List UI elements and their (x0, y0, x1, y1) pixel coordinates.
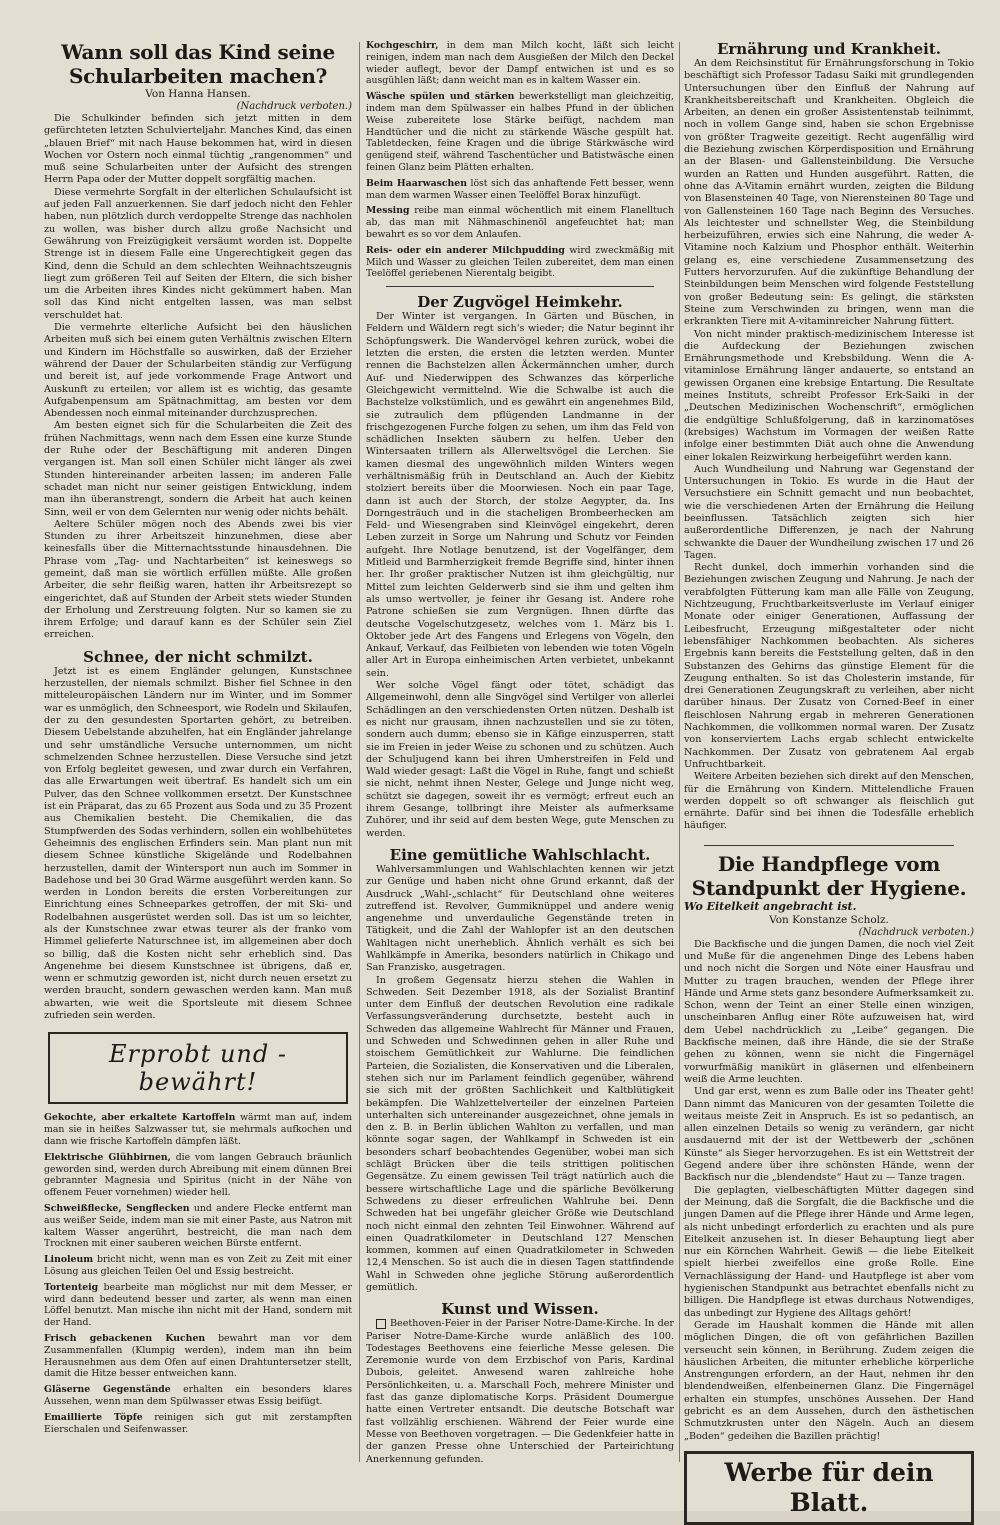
article-paragraph: Die Backfische und die jungen Damen, die noch viel Zeit und Muße für die angenehmen Dinge des Lebens haben und noch nicht die Sorgen und Nöte einer Hausfrau und Mutter zu tragen brauchen, wenden der Pflege ihrer Hände und Arme stets ganz besondere Aufmerksamkeit zu. Schon, wenn der Teint an einer Stelle einen winzigen, unscheinbaren Anflug einer Röte aufzuweisen hat, wird dem Uebel nachdrücklich zu „Leibe“ gegangen. Die Backfische meinen, daß ihre Hände, die sie der Straße gehen zu können, wenn sie nicht die Fingernägel vorwurfmäßig manikürt in gläsernen und elfenbeinern weiß die Arme leuchten. (684, 938, 974, 1085)
tips-header-title: Erprobt und - bewährt! (109, 1040, 287, 1097)
article-title-election: Eine gemütliche Wahlschlacht. (389, 845, 651, 864)
tip-item: Reis- oder ein anderer Milchpudding wird zweckmäßig mit Milch und Wasser zu gleichen Teilen zubereitet, dem man einen Teelöffel geriebenen Nierentalg beigibt. (366, 244, 674, 280)
article-paragraph: Weitere Arbeiten beziehen sich direkt auf den Menschen, für die Ernährung von Kindern. Mittelendliche Frauen werden doppelt so oft schwanger als fleischlich gut ernährte. Dafür sind bei ihnen die Todesfälle erheblich häufiger. (684, 771, 974, 832)
article-title-handcare: Die Handpflege vom Standpunkt der Hygiene. (691, 851, 967, 900)
article-paragraph: Gerade im Haushalt kommen die Hände mit allen möglichen Dingen, die oft von gefährlichen Bazillen verseucht sein können, in Berührung. Zudem zeigen die häuslichen Arbeiten, die mitunter erhebliche körperliche Anstrengungen erfordern, an der Haut, nehmen ihr den blendendweißen, elfenbeinernen Glanz. Die Fingernägel erhalten ein stumpfes, unschönes Aussehen. Der Hand gebricht es an dem Aussehen, durch den ästhetischen Schmutzkrusten unter den Nägeln. Auch an diesem „Boden“ gedeihen die Bazillen prächtig! (684, 1319, 974, 1442)
column-rule (679, 42, 680, 1462)
article-subtitle: Wo Eitelkeit angebracht ist. (684, 899, 857, 913)
advertisement-banner: Werbe für dein Blatt. (684, 1451, 974, 1525)
tips-list-continued (366, 40, 674, 280)
tip-item: Elektrische Glühbirnen, die vom langen Gebrauch bräunlich geworden sind, werden durch Abreibung mit einem dünnen Brei gebrannter Magnesia und Spiritus (nicht in der Nähe von offenem Feuer vornehmen) wieder hell. (44, 1151, 352, 1199)
article-title-snow: Schnee, der nicht schmilzt. (83, 647, 313, 666)
article-byline: Von Hanna Hansen. (145, 88, 251, 100)
column-rule (359, 42, 360, 1462)
article-paragraph: Aeltere Schüler mögen noch des Abends zwei bis vier Stunden zu ihrer Arbeitszeit hinzunehmen, diese aber keinesfalls über die Mitternachtsstunde hinausdehnen. Die Phrase vom „Tag- und Nachtarbeiten“ ist keineswegs so gemeint, daß man sie wörtlich erfüllen müßte. Alle großen Arbeiter, die sehr fleißig waren, hatten ihr Arbeitsrezept so eingerichtet, daß auf Stunden der Arbeit stets wieder Stunden der Erholung und Zerstreuung folgten. Nur so kamen sie zu ihrem Erfolge; und darauf kann es der Schüler sein Ziel erreichen. (44, 518, 352, 641)
tip-item: Wäsche spülen und stärken bewerkstelligt man gleichzeitig, indem man dem Spülwasser ein halbes Pfund in der üblichen Weise zubereitete lose Stärke beifügt, nachdem man Handtücher und die nicht zu stärkende Wäsche gespült hat. Tabletdecken, feine Kragen und die übrige Stärkwäsche wird genügend steif, während Taschentücher und Batistwäsche einen feinen Glanz beim Plätten erhalten. (366, 91, 674, 173)
article-paragraph: Und gar erst, wenn es zum Balle oder ins Theater geht! Dann nimmt das Manicuren von der gesamten Toilette die weitaus meiste Zeit in Anspruch. Es ist so pedantisch, an allen einzelnen Details so wenig zu verändern, gar nicht ausdauernd mit der ist der Wettbewerb der „schönen Künste“ als Sieger hervorzugehen. Es ist ein Wettstreit der Gegend andere über ihre schönsten Hände, wenn der Backfisch nur die „blendendste“ Haut zu — Tanze tragen. (684, 1086, 974, 1184)
article-title-birds: Der Zugvögel Heimkehr. (417, 293, 623, 312)
article-paragraph: Der Winter ist vergangen. In Gärten und Büschen, in Feldern und Wäldern regt sich's wieder; die Natur beginnt ihr Schöpfungswerk. Die Wandervögel kehren zurück, wobei die letzten die ersten, die ersten die letzten werden. Munter rennen die Bachstelzen allen Äckermännchen umher, durch Auf- und Niederwippen des Schwanzes das körperliche Gleichgewicht vermittelnd. Wie die Schwalbe ist auch die Bachstelze volkstümlich, und es gewährt ein angenehmes Bild, sie zutraulich dem pflügenden Landmanne in der frischgezogenen Furche folgen zu sehen, um ihm das Feld von schädlichen Insekten säubern zu helfen. Ueber den Wintersaaten trillern als Allerweltsvögel die Lerchen. Sie kamen diesmal des ungewöhnlich milden Winters wegen verhältnismäßig früh in Deutschland an. Auch der Kiebitz stolziert bereits über die Moorwiesen. Noch ein paar Tage, dann ist auch der Storch, der stolze Aegypter, da. Ins Dorngesträuch und in die stacheligen Brombeerhecken am Feld- und Wiesengraben sind Kleinvögel eingekehrt, deren Leben zurzeit in Sorge um Nahrung und Schutz vor Feinden aufgeht. Ihre Notlage benutzend, ist der Vogelfänger, dem Mitleid und Barmherzigkeit fremde Begriffe sind, hinter ihnen her. Ihr großer praktischer Nutzen ist ihm gleichgültig, nur Mittel zum leichten Gelderwerb sind sie ihm und gelten ihm als umso wertvoller, je feiner ihr Gesang ist. Andere rohe Patrone schießen sie zum Vergnügen. Ihnen dürfte das deutsche Vogelschutzgesetz, welches vom 1. März bis 1. Oktober jede Art des Fangens und Erlegens von Vögeln, den Ankauf, Verkauf, das Feilbieten von lebenden wie toten Vögeln aller Art in Europa einheimischen Arten verbietet, unbekannt sein. (366, 311, 674, 679)
tip-item: Gläserne Gegenstände erhalten ein besonders klares Aussehen, wenn man dem Spülwasser etwas Essig beifügt. (44, 1384, 352, 1407)
tips-header-box (48, 1032, 348, 1104)
article-paragraph: In großem Gegensatz hierzu stehen die Wahlen in Schweden. Seit Dezember 1918, als der Sozialist Brantinf unter dem Einfluß der deutschen Revolution eine radikale Verfassungsveränderung durchsetzte, besteht auch in Schweden das allgemeine Wahlrecht für Männer und Frauen, und Schweden und Schwedinnen gehen in aller Ruhe und stoischem Gemütlichkeit zur Wahlurne. Die feindlichen Parteien, die Sozialisten, die Konservativen und die Liberalen, stehen sich nur im Parlament feindlich gegenüber, während sie sich mit der größten Sachlichkeit und Kaltblütigkeit bekämpfen. Die Wahlzettelverteiler der einzelnen Parteien unterhalten sich untereinander ausgezeichnet, ohne jemals in den z. B. in Berlin üblichen Wahlton zu verfallen, und man könnte sogar sagen, der Wahlkampf in Schweden ist ein besonders scharf beobachtendes Gegenüber, wobei man sich schlägt Brücken über die teils strittigen politischen Gegensätze. Zu einem gewissen Teil trägt natürlich auch die bessere wirtschaftliche Lage und die spärliche Bevölkerung Schwedens zu dieser erfreulichen Wahlruhe bei. Denn Schweden hat bei ungefähr gleicher Größe wie Deutschland noch nicht einmal den zehnten Teil Einwohner. Während auf einen Quadratkilometer in Deutschland 127 Menschen kommen, kommen auf einen Quadratkilometer in Schweden 12,4 Menschen. So ist auch die in diesen Tagen stattfindende Wahl in Schweden ohne jegliche Störung außerordentlich gemütlich. (366, 974, 674, 1293)
article-paragraph: Die geplagten, vielbeschäftigten Mütter dagegen sind der Meinung, daß die Sorgfalt, die die Backfische und die jungen Damen auf die Pflege ihrer Hände und Arme legen, als nicht unbedingt erforderlich zu erachten und als pure Eitelkeit anzusehen ist. In dieser Behauptung liegt aber nur ein Körnchen Wahrheit. Gewiß — die liebe Eitelkeit spielt hierbei zweifellos eine große Rolle. Eine Vernachlässigung der Hand- und Hautpflege ist aber vom hygienischen Standpunkt aus betrachtet ebenfalls nicht zu billigen. Die Handpflege ist etwas durchaus Notwendiges, das unbedingt zur Hygiene des Alltags gehört! (684, 1184, 974, 1319)
article-paragraph: Beethoven-Feier in der Pariser Notre-Dame-Kirche. In der Pariser Notre-Dame-Kirche wurde anläßlich des 100. Todestages Beethovens eine feierliche Messe gelesen. Die Zeremonie wurde von dem Erzbischof von Paris, Kardinal Dubois, geleitet. Anwesend waren zahlreiche hohe Persönlichkeiten, u. a. Marschall Foch, mehrere Minister und fast das ganze diplomatische Korps. Präsident Doumergue hatte einen Vertreter entsandt. Die deutsche Botschaft war fast vollzählig erschienen. Während der Feier wurde eine Messe von Beethoven vorgetragen. — Die Gedenkfeier hatte in der ganzen Presse ohne Unterschied der Parteirichtung Anerkennung gefunden. (366, 1318, 674, 1465)
tip-item: Emaillierte Töpfe reinigen sich gut mit zerstampften Eierschalen und Seifenwasser. (44, 1411, 352, 1435)
tip-item: Tortenteig bearbeite man möglichst nur mit dem Messer, er wird dann bedeutend besser und zarter, als wenn man einen Löffel benutzt. Man mische ihn nicht mit der Hand, sondern mit der Hand. (44, 1281, 352, 1329)
reprint-note: (Nachdruck verboten.) (236, 101, 352, 112)
article-paragraph: Wer solche Vögel fängt oder tötet, schädigt das Allgemeinwohl, denn alle Singvögel sind Vertilger von allerlei Schädlingen an den verschiedensten Orten nützen. Deshalb ist es nicht nur grausam, ihnen nachzustellen und sie zu töten, sondern auch dumm; ebenso sie in Käfige einzusperren, statt sie im Freien in jeder Weise zu schonen und zu schützen. Auch der Schuljugend kann bei ihren Umherstreifen in Feld und Wald wieder gesagt: Laßt die Vögel in Ruhe, fangt und schießt sie nicht, nehmt ihnen Nester, Gelege und Junge nicht weg, schützt sie dagegen, soweit ihr es vermögt; erfreut euch an ihrem Gesange, tollbringt ihre Meister als aufmerksame Zuhörer, und ihr seid auf dem besten Wege, gute Menschen zu werden. (366, 680, 674, 839)
tip-item: Kochgeschirr, in dem man Milch kocht, läßt sich leicht reinigen, indem man nach dem Ausgießen der Milch den Deckel wieder auflegt, bevor der Dampf entwichen ist und es so ausgühlen läßt; dann weicht man es in kaltem Wasser ein. (366, 40, 674, 87)
tip-item: Gekochte, aber erkaltete Kartoffeln wärmt man auf, indem man sie in heißes Salzwasser tut, sie mehrmals aufkochen und dann wie frische Kartoffeln dämpfen läßt. (44, 1112, 352, 1147)
reprint-note: (Nachdruck verboten.) (858, 926, 974, 938)
article-paragraph: Auch Wundheilung und Nahrung war Gegenstand der Untersuchungen in Tokio. Es wurde in die Haut der Versuchstiere ein Schnitt gemacht und nun beobachtet, wie die verschiedenen Arten der Ernährung die Heilung beeinflussen. Tatsächlich zeigten sich hier außerordentliche Differenzen, je nach der Nahrung schwankte die Dauer der Wundheilung zwischen 17 und 26 Tagen. (684, 463, 974, 561)
column-right (684, 40, 974, 1517)
article-paragraph: Jetzt ist es einem Engländer gelungen, Kunstschnee herzustellen, der niemals schmilzt. Bisher fiel Schnee in den mitteleuropäischen Ländern nur im Winter, und im Sommer war es unmöglich, den Schneesport, wie Rodeln und Skilaufen, der zu den gesundesten Sportarten gehört, zu betreiben. Diesem Uebelstande abzuhelfen, hat ein Engländer jahrelange und sehr umständliche Versuche unternommen, um nicht schmelzenden Schnee herzustellen. Diese Versuche sind jetzt von Erfolg begleitet gewesen, und zwar durch ein Verfahren, das alle Erwartungen weit übertraf. Es handelt sich um ein Pulver, das den Schnee vollkommen ersetzt. Der Kunstschnee ist ein Präparat, das zu 65 Prozent aus Soda und zu 35 Prozent aus Chemikalien besteht. Die Chemikalien, die das Stumpfwerden des Sodas verhindern, sollen ein wohlbehütetes Geheimnis des englischen Erfinders sein. Man plant nun mit diesem Schnee künstliche Skigelände und Rodelbahnen herzustellen, damit der Wintersport nun auch im Sommer in Badehose und bei 30 Grad Wärme ausgeführt werden kann. So werden in London bereits die ersten Vorbereitungen zur Einrichtung eines Schneeparkes getroffen, der mit Ski- und Rodelbahnen ausgerüstet werden soll. Das ist um so leichter, als der Kunstschnee zwar etwas teurer als der franko vom Himmel gelieferte Naturschnee ist, im allgemeinen aber doch so billig, daß die Kosten nicht sehr erheblich sind. Das Angenehme bei diesem Kunstschnee ist übrigens, daß er, wenn er schmutzig geworden ist, nicht durch neuen ersetzt zu werden braucht, sondern gewaschen werden kann. Man muß abwarten, wie weit die Sportsleute mit diesem Schnee zufrieden sein werden. (44, 665, 353, 1022)
tip-item: Frisch gebackenen Kuchen bewahrt man vor dem Zusammenfallen (Klumpig werden), indem man ihn beim Herausnehmen aus dem Ofen auf einen Drahtuntersetzer stellt, damit die Hitze besser entweichen kann. (44, 1332, 352, 1380)
article-paragraph: Die Schulkinder befinden sich jetzt mitten in dem gefürchteten letzten Schulvierteljahr. Manches Kind, das einen „blauen Brief“ mit nach Hause bekommen hat, wird in diesen Wochen vor Ostern noch einmal tüchtig „rangenommen“ und muß seine Schularbeiten unter der Aufsicht des strengen Herrn Papa oder der Mutter doppelt sorgfältig machen. (44, 113, 352, 186)
article-paragraph: An dem Reichsinstitut für Ernährungsforschung in Tokio beschäftigt sich Professor Tadasu Saiki mit grundlegenden Untersuchungen über den Einfluß der Nahrung auf Krankheitsbereitschaft und Krankheiten. Obgleich die Arbeiten, an denen ein großer Assistentenstab teilnimmt, noch in vollem Gange sind, haben sie schon Ergebnisse von größter Tragweite gezeitigt. Recht augenfällig wird die Beziehung zwischen Körperdisposition und Ernährung an der Blasen- und Gallensteinbildung. Die Versuche wurden an Ratten und Hunden ausgeführt. Ratten, die ohne das A-Vitamin ernährt wurden, zeigten die Bildung von Blasensteinen 40 Tage, von Nierensteinen 80 Tage und von Gallensteinen 160 Tage nach Beginn des Versuches. Als leichtester und schnellster Weg, die Steinbildung herbeizuführen, erwies sich eine Nahrung, die weder A-Vitamine noch Kalzium und Phosphor enthält. Weiterhin gelang es, eine verschiedene Zusammensetzung des Futters hervorzurufen. Auf die zukünftige Behandlung der Steinbildungen beim Menschen wird folgende Feststellung von großer Bedeutung sein: Es gelingt, die stärksten Steine zum Verschwinden zu bringen, wenn man die erkrankten Tiere mit A-vitaminreicher Nahrung füttert. (684, 58, 974, 328)
column-middle (366, 40, 674, 1470)
tip-item: Messing reibe man einmal wöchentlich mit einem Flanelltuch ab, das man mit Nähmaschinenöl angefeuchtet hat; man bewahrt es so vor dem Anlaufen. (366, 205, 674, 240)
article-title-nutrition: Ernährung und Krankheit. (716, 40, 942, 58)
tips-list (44, 1112, 352, 1435)
article-paragraph: Recht dunkel, doch immerhin vorhanden sind die Beziehungen zwischen Zeugung und Nahrung. Je nach der verabfolgten Fütterung kam man alle Fälle von Zeugung, Nichtzeugung, Fruchtbarkeitsverluste im Verlauf einiger Monate oder einiger Generationen, Auffassung der Leibesfrucht, Erzeugung mißgestalteter oder nicht lebensfähiger Nachkommen beobachten. Als sicheres Ergebnis kann bereits die Feststellung gelten, daß in den Substanzen des Gehirns das günstige Element für die Zeugung enthalten. So ist das Cholesterin imstande, für drei Generationen Zeugungskraft zu verleihen, aber nicht darüber hinaus. Der Zusatz von Corned-Beef in einer fleischlosen Nahrung ergab in mehreren Generationen Nachkommen, die vollkommen normal waren. Der Zusatz von konserviertem Lachs ergab schlecht entwickelte Nachkommen. Der Zusatz von gebratenem Aal ergab Unfruchtbarkeit. (684, 562, 974, 770)
article-paragraph: Am besten eignet sich für die Schularbeiten die Zeit des frühen Nachmittags, wenn nach dem Essen eine kurze Stunde der Ruhe oder der Beschäftigung mit anderen Dingen vergangen ist. Man soll einen Schüler nicht länger als zwei Stunden hintereinander arbeiten lassen; im anderen Falle schadet man nicht nur seiner geistigen Entwicklung, indem man ihn überanstrengt, sondern die Arbeit hat auch keinen Sinn, weil er von dem Gelernten nur wenig oder nichts behält. (44, 420, 352, 518)
section-divider (386, 286, 654, 287)
square-bullet-icon (376, 1319, 386, 1329)
article-paragraph: Von nicht minder praktisch-medizinischem Interesse ist die Aufdeckung der Beziehungen zwischen Ernährungsmethode und Krebsbildung. Wenn die A-vitaminlose Ernährung länger andauerte, so entstand an gewissen Organen eine krebsige Entartung. Die Resultate meines Instituts, schreibt Professor Erk-Saiki in der „Deutschen Medizinischen Wochenschrift“, ermöglichen die endgültige Schlußfolgerung, daß in karzinomatöses (krebsiges) Wachstum im Vormagen der weißen Ratte infolge einer bestimmten Diät auch ohne die Anwendung einer lokalen Reizwirkung herbeigeführt werden kann. (684, 328, 974, 463)
tip-item: Linoleum bricht nicht, wenn man es von Zeit zu Zeit mit einer Lösung aus gleichen Teilen Oel und Essig bestreicht. (44, 1254, 352, 1277)
column-left (44, 40, 352, 1470)
article-paragraph: Die vermehrte elterliche Aufsicht bei den häuslichen Arbeiten muß sich bei einem guten Verhältnis zwischen Eltern und Kindern im Höchstfalle so auswirken, daß der Erzieher während der Dauer der Schularbeiten ständig zur Verfügung und bereit ist, auf jede vorkommende Frage Antwort und Auskunft zu erteilen; vor allem ist es wichtig, das gesamte Aufgabenpensum am Spätnachmittag, am besten vor dem Abendessen noch einmal miteinander durchzusprechen. (44, 322, 352, 420)
article-paragraph: Diese vermehrte Sorgfalt in der elterlichen Schulaufsicht ist auf jeden Fall anzuerkennen. Sie darf jedoch nicht den Fehler haben, nun plötzlich durch verdoppelte Strenge das nachholen zu wollen, was bisher durch allzu große Nachsicht und Gewährung von Freizügigkeit versäumt worden ist. Doppelte Strenge ist in diesem Falle eine Ungerechtigkeit gegen das Kind, denn die Schuld an dem schlechten Weihnachtszeugnis liegt zum größeren Teil auf Seiten der Eltern, die sich bisher um die Arbeiten ihres Kindes nicht gekümmert haben. Man soll das Kind nicht entgelten lassen, was man selbst verschuldet hat. (44, 186, 352, 321)
article-paragraph: Wahlversammlungen und Wahlschlachten kennen wir jetzt zur Genüge und haben nicht ohne Grund erkannt, daß der Ausdruck „Wahl-„schlacht“ für Deutschland ohne weiteres zutreffend ist. Revolver, Gummiknüppel und andere wenig angenehme und unverdauliche Gegenstände treten in Tätigkeit, und die Zahl der Wahlopfer ist an den deutschen Wahltagen nicht unerheblich. Ähnlich verhält es sich bei Wahlkämpfe in Amerika, besonders natürlich in Chikago und San Franzisko, ausgetragen. (366, 863, 674, 974)
tip-item: Beim Haarwaschen löst sich das anhaftende Fett besser, wenn man dem warmen Wasser einen Teelöffel Borax hinzufügt. (366, 177, 674, 201)
section-title-arts: Kunst und Wissen. (441, 1300, 599, 1319)
article-byline: Von Konstanze Scholz. (769, 913, 889, 926)
article-title-homework: Wann soll das Kind seine Schularbeiten machen? (61, 40, 335, 88)
section-divider (704, 845, 954, 846)
tip-item: Schweißflecke, Sengflecken und andere Flecke entfernt man aus weißer Seide, indem man sie mit einer Paste, aus Natron mit kaltem Wasser angerührt, bestreicht, die man nach dem Trocknen mit einer sauberen weichen Bürste entfernt. (44, 1202, 352, 1250)
